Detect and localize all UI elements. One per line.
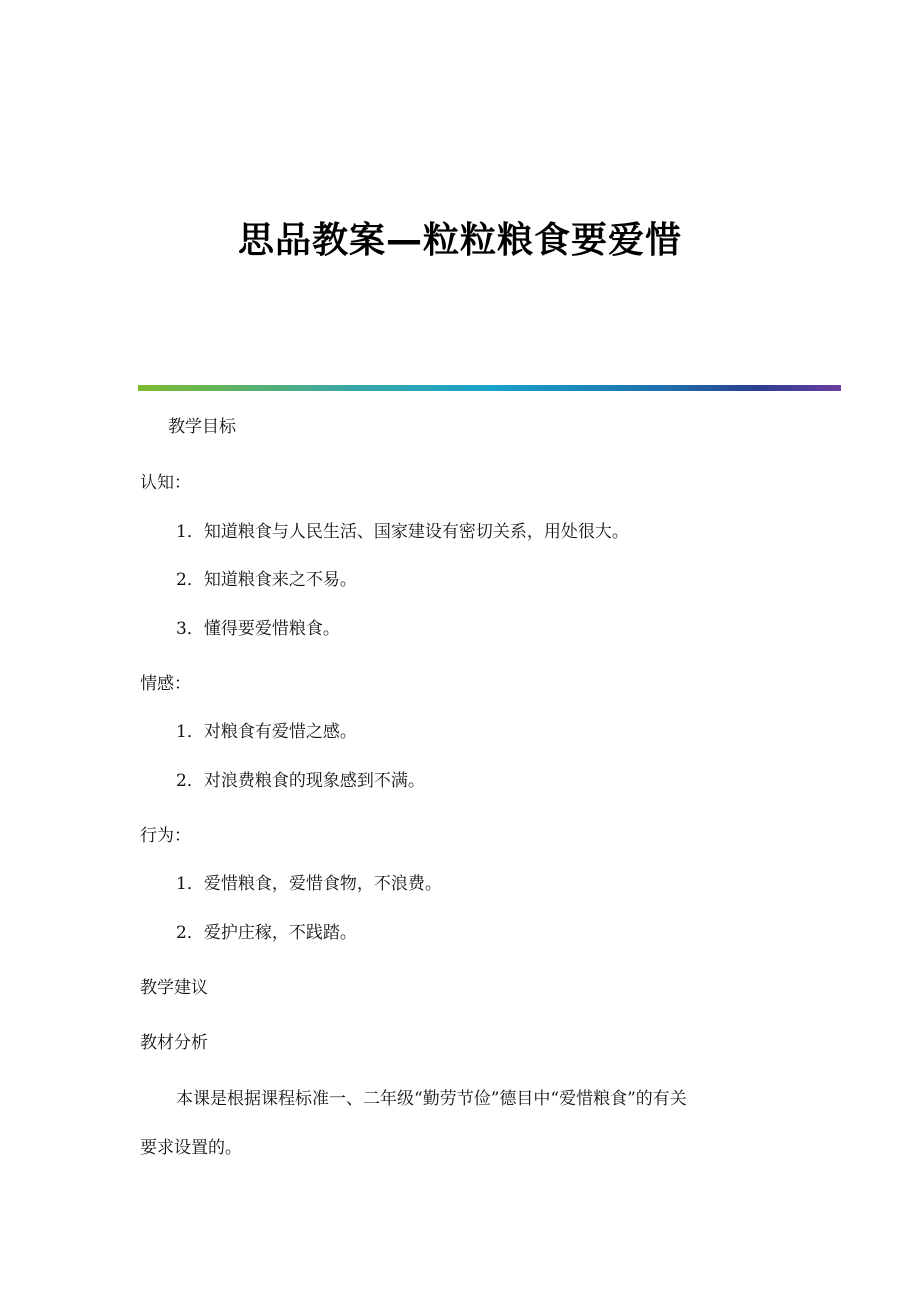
goals-heading: 教学目标 xyxy=(168,417,236,437)
emotion-label: 情感： xyxy=(140,674,191,694)
document-title: 思品教案—粒粒粮食要爱惜 xyxy=(237,220,682,261)
paragraph-line-1: 本课是根据课程标准一、二年级“勤劳节俭”德目中“爱惜粮食”的有关 xyxy=(176,1089,687,1109)
paragraph-line-2: 要求设置的。 xyxy=(140,1138,242,1158)
suggestion-heading: 教学建议 xyxy=(140,978,208,998)
emotion-item-1: 1．对粮食有爱惜之感。 xyxy=(176,722,357,742)
cognition-item-3: 3．懂得要爱惜粮食。 xyxy=(176,619,340,639)
behavior-item-2: 2．爱护庄稼，不践踏。 xyxy=(176,923,357,943)
behavior-label: 行为： xyxy=(140,826,191,846)
material-heading: 教材分析 xyxy=(140,1033,208,1053)
gradient-divider xyxy=(138,385,841,391)
behavior-item-1: 1．爱惜粮食，爱惜食物，不浪费。 xyxy=(176,874,442,894)
cognition-label: 认知： xyxy=(140,473,191,493)
emotion-item-2: 2．对浪费粮食的现象感到不满。 xyxy=(176,771,425,791)
cognition-item-1: 1．知道粮食与人民生活、国家建设有密切关系，用处很大。 xyxy=(176,522,629,542)
cognition-item-2: 2．知道粮食来之不易。 xyxy=(176,570,357,590)
